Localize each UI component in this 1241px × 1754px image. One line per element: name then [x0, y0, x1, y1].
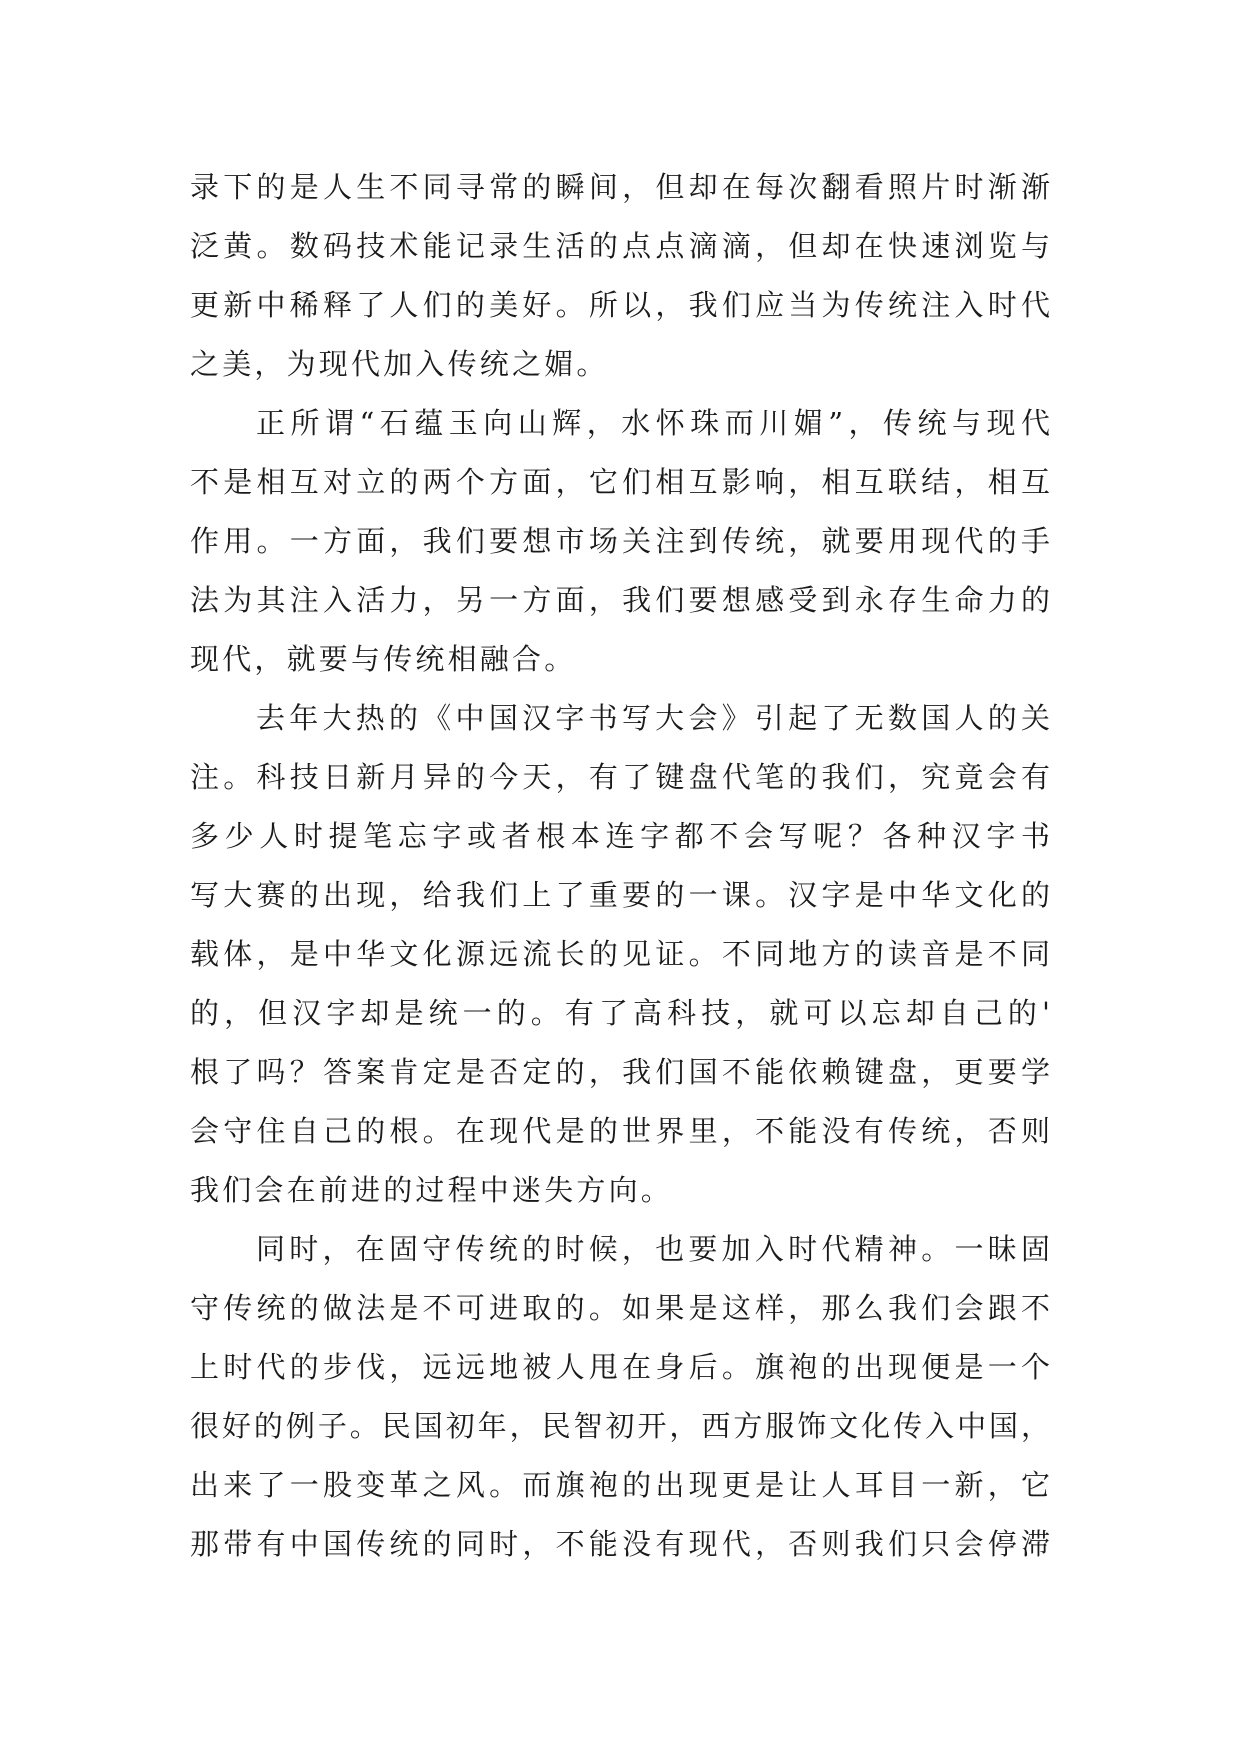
text-line: 正所谓“石蕴玉向山辉，水怀珠而川媚”，传统与现代 [256, 406, 1050, 440]
text-line: 去年大热的《中国汉字书写大会》引起了无数国人的关 [256, 701, 1050, 735]
text-line: 泛黄。数码技术能记录生活的点点滴滴，但却在快速浏览与 [190, 229, 1050, 263]
text-line: 现代，就要与传统相融合。 [190, 642, 577, 676]
text-line: 的，但汉字却是统一的。有了高科技，就可以忘却自己的' [190, 996, 1050, 1030]
text-line: 那带有中国传统的同时，不能没有现代，否则我们只会停滞 [190, 1527, 1050, 1561]
text-line: 注。科技日新月异的今天，有了键盘代笔的我们，究竟会有 [190, 760, 1050, 794]
text-line: 出来了一股变革之风。而旗袍的出现更是让人耳目一新，它 [190, 1468, 1050, 1502]
text-line: 多少人时提笔忘字或者根本连字都不会写呢？各种汉字书 [190, 819, 1050, 853]
text-line: 之美，为现代加入传统之媚。 [190, 347, 609, 381]
text-line: 很好的例子。民国初年，民智初开，西方服饰文化传入中国， [190, 1409, 1050, 1443]
text-line: 写大赛的出现，给我们上了重要的一课。汉字是中华文化的 [190, 878, 1050, 912]
text-line: 我们会在前进的过程中迷失方向。 [190, 1173, 674, 1207]
text-line: 录下的是人生不同寻常的瞬间，但却在每次翻看照片时渐渐 [190, 170, 1050, 204]
text-line: 守传统的做法是不可进取的。如果是这样，那么我们会跟不 [190, 1291, 1050, 1325]
text-line: 作用。一方面，我们要想市场关注到传统，就要用现代的手 [190, 524, 1050, 558]
text-line: 载体，是中华文化源远流长的见证。不同地方的读音是不同 [190, 937, 1050, 971]
text-line: 会守住自己的根。在现代是的世界里，不能没有传统，否则 [190, 1114, 1050, 1148]
text-line: 不是相互对立的两个方面，它们相互影响，相互联结，相互 [190, 465, 1050, 499]
text-line: 更新中稀释了人们的美好。所以，我们应当为传统注入时代 [190, 288, 1050, 322]
text-line: 同时，在固守传统的时候，也要加入时代精神。一昧固 [256, 1232, 1050, 1266]
body-text [190, 158, 1050, 1574]
text-line: 上时代的步伐，远远地被人甩在身后。旗袍的出现便是一个 [190, 1350, 1050, 1384]
text-line: 法为其注入活力，另一方面，我们要想感受到永存生命力的 [190, 583, 1050, 617]
text-line: 根了吗？答案肯定是否定的，我们国不能依赖键盘，更要学 [190, 1055, 1050, 1089]
